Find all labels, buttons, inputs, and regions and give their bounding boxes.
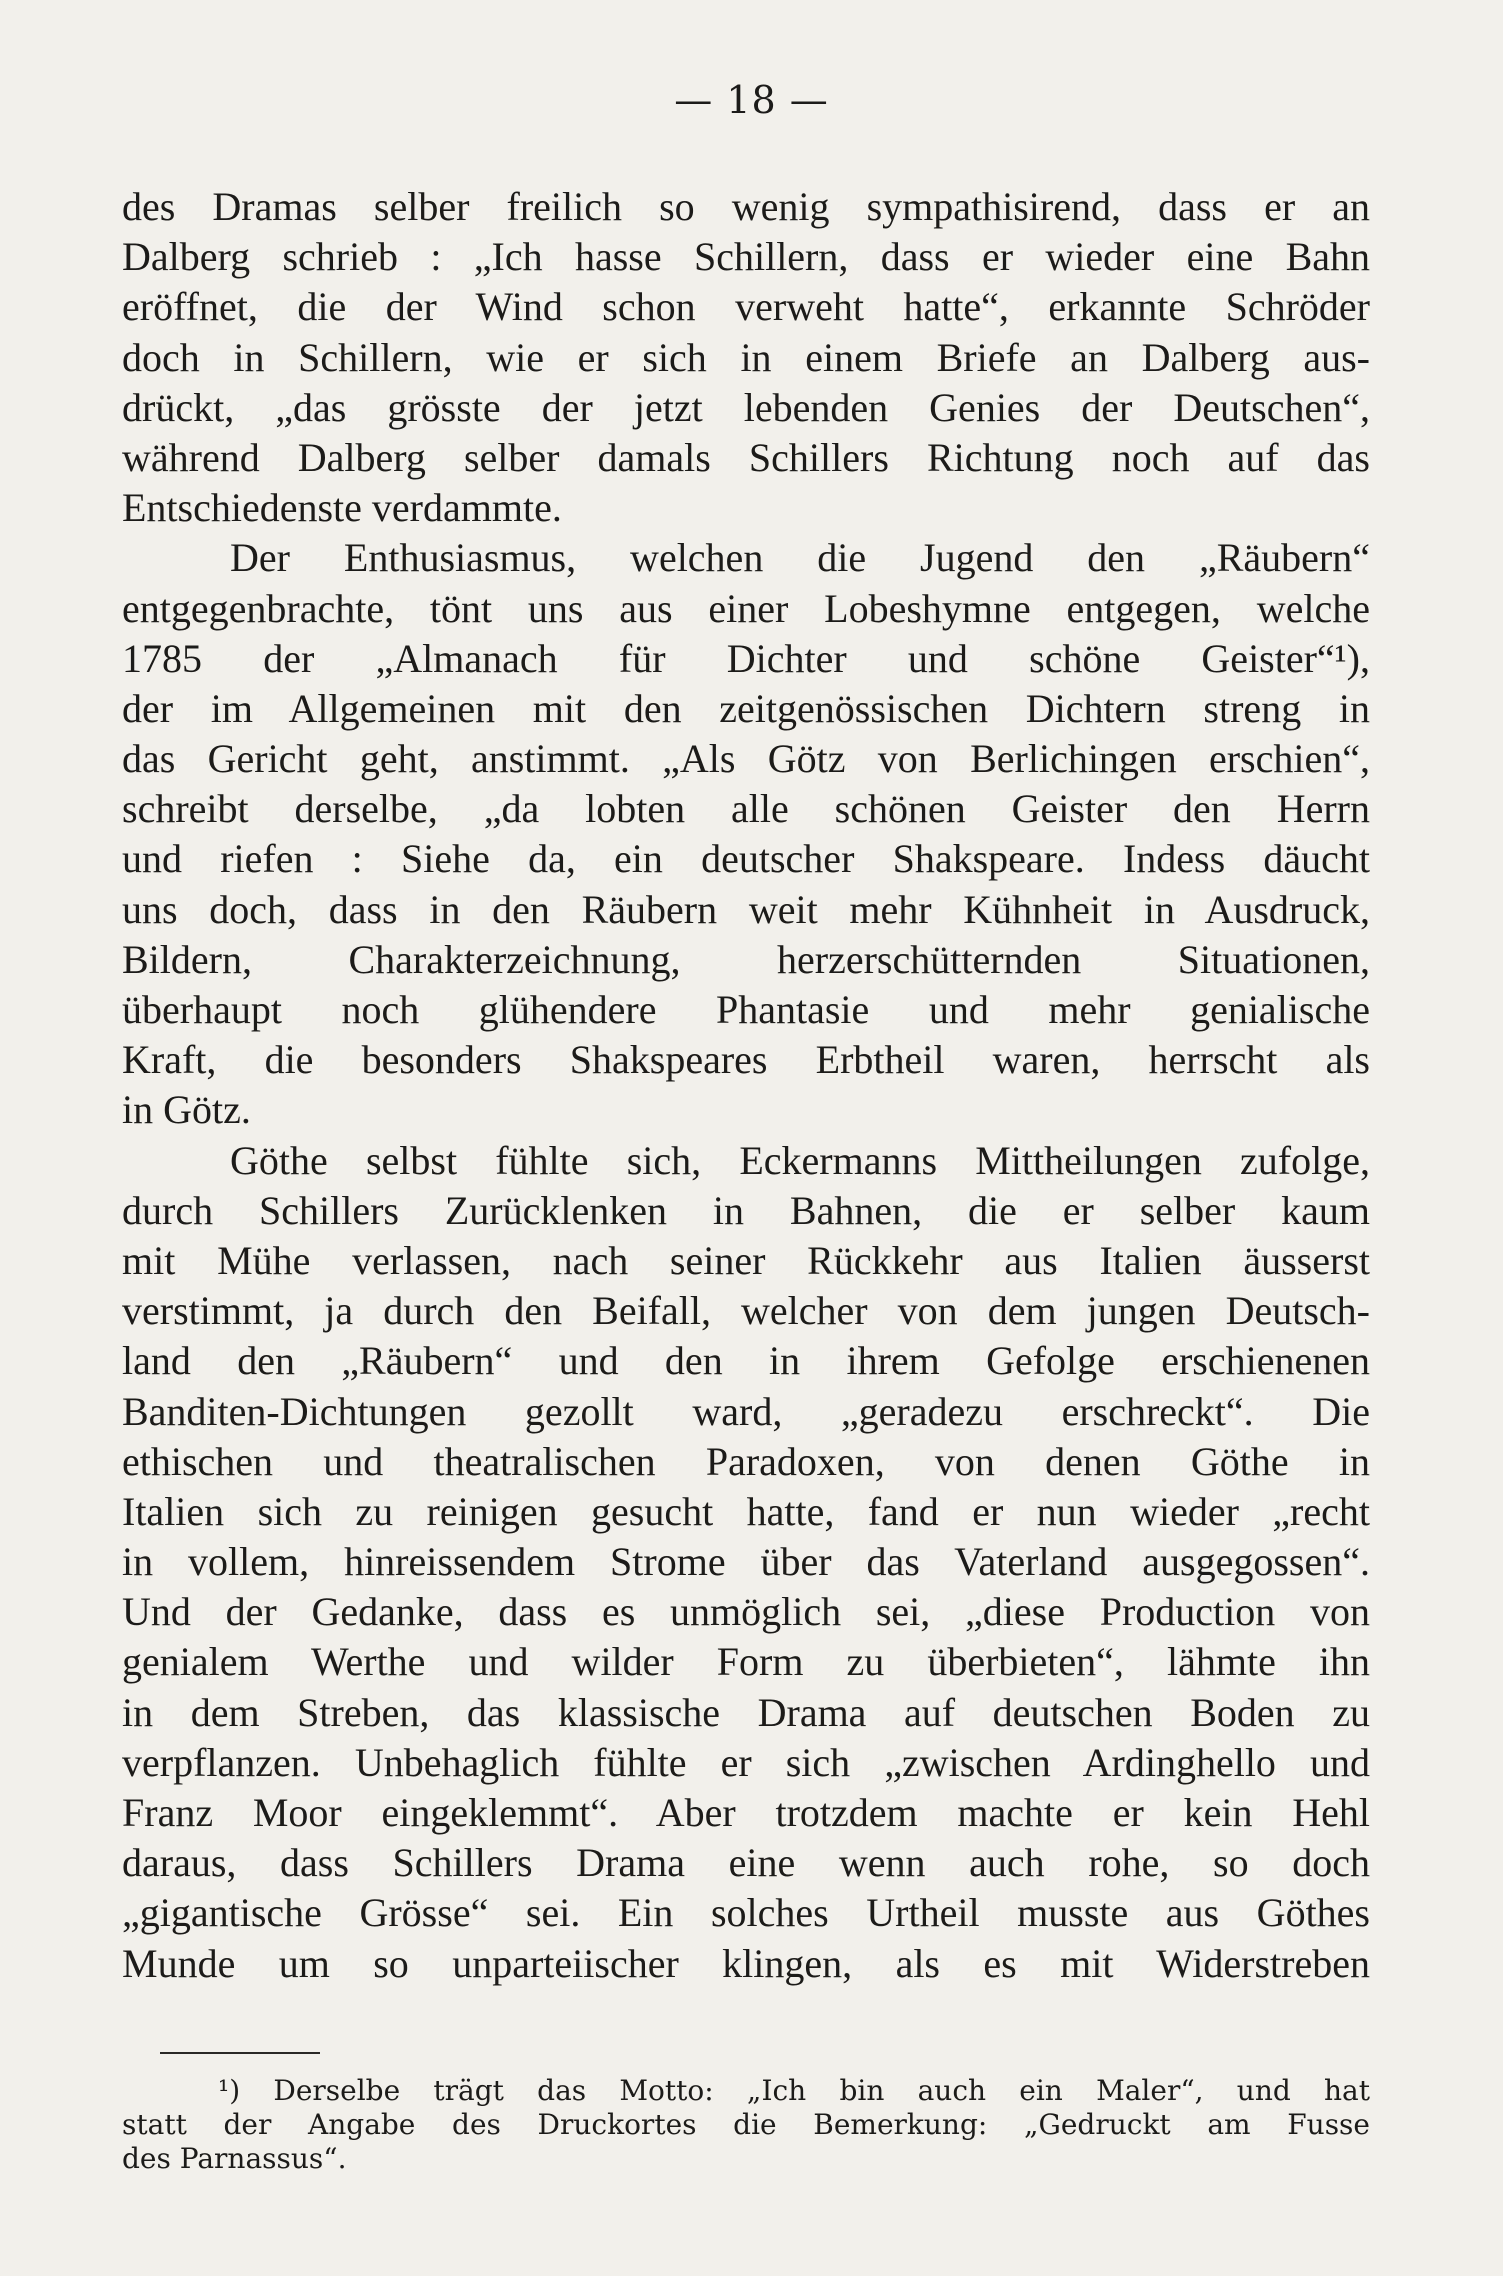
text-line: mit Mühe verlassen, nach seiner Rückkehr aus Italien äusserst xyxy=(122,1237,1370,1283)
text-line: Franz Moor eingeklemmt“. Aber trotzdem machte er kein Hehl xyxy=(122,1790,1370,1835)
text-line: land den „Räubern“ und den in ihrem Gefolge erschienenen xyxy=(122,1338,1370,1384)
text-line: durch Schillers Zurücklenken in Bahnen, die er selber kaum xyxy=(122,1187,1370,1233)
text-line: entgegenbrachte, tönt uns aus einer Lobeshymne entgegen, welche xyxy=(122,585,1370,631)
footnote-line: statt der Angabe des Druckortes die Bemerkung: „Gedruckt am Fusse xyxy=(122,2108,1370,2141)
text-line: das Gericht geht, anstimmt. „Als Götz von Berlichingen erschien“, xyxy=(122,736,1370,782)
text-line: „gigantische Grösse“ sei. Ein solches Urtheil musste aus Göthes xyxy=(122,1890,1370,1936)
text-line: verpflanzen. Unbehaglich fühlte er sich „zwischen Ardinghello und xyxy=(122,1739,1370,1785)
text-line: Entschiedenste verdammte. xyxy=(122,485,562,531)
footnote-line: des Parnassus“. xyxy=(122,2142,347,2175)
text-line: in Götz. xyxy=(122,1087,251,1133)
text-line: Italien sich zu reinigen gesucht hatte, fand er nun wieder „recht xyxy=(122,1488,1370,1534)
body-text xyxy=(122,182,1370,1989)
text-line: uns doch, dass in den Räubern weit mehr Kühnheit in Ausdruck, xyxy=(122,886,1370,932)
footnote-line: ¹) Derselbe trägt das Motto: „Ich bin auch ein Maler“, und hat xyxy=(218,2074,1370,2107)
text-line: verstimmt, ja durch den Beifall, welcher von dem jungen Deutsch- xyxy=(122,1288,1370,1334)
text-line: des Dramas selber freilich so wenig sympathisirend, dass er an xyxy=(122,184,1370,229)
text-line: Munde um so unparteiischer klingen, als es mit Widerstreben xyxy=(122,1940,1370,1986)
text-line: drückt, „das grösste der jetzt lebenden Genies der Deutschen“, xyxy=(122,384,1370,430)
text-line: Dalberg schrieb : „Ich hasse Schillern, dass er wieder eine Bahn xyxy=(122,234,1370,280)
text-line: überhaupt noch glühendere Phantasie und mehr genialische xyxy=(122,987,1370,1032)
text-line: der im Allgemeinen mit den zeitgenössischen Dichtern streng in xyxy=(122,685,1370,731)
text-line: schreibt derselbe, „da lobten alle schönen Geister den Herrn xyxy=(122,786,1370,832)
page-number: — 18 — xyxy=(674,78,829,122)
footnote xyxy=(122,2074,1370,2176)
text-line: Bildern, Charakterzeichnung, herzerschütternden Situationen, xyxy=(122,936,1370,982)
text-line: ethischen und theatralischen Paradoxen, von denen Göthe in xyxy=(122,1438,1370,1484)
text-line: Göthe selbst fühlte sich, Eckermanns Mittheilungen zufolge, xyxy=(230,1137,1370,1183)
footnote-divider xyxy=(160,2052,320,2054)
text-line: während Dalberg selber damals Schillers Richtung noch auf das xyxy=(122,434,1370,480)
text-line: Banditen-Dichtungen gezollt ward, „geradezu erschreckt“. Die xyxy=(122,1388,1370,1434)
text-line: daraus, dass Schillers Drama eine wenn auch rohe, so doch xyxy=(122,1840,1370,1886)
text-line: genialem Werthe und wilder Form zu überbieten“, lähmte ihn xyxy=(122,1639,1370,1685)
text-line: in dem Streben, das klassische Drama auf deutschen Boden zu xyxy=(122,1689,1370,1735)
text-line: Und der Gedanke, dass es unmöglich sei, „diese Production von xyxy=(122,1589,1370,1635)
text-line: Der Enthusiasmus, welchen die Jugend den „Räubern“ xyxy=(230,535,1370,581)
text-line: 1785 der „Almanach für Dichter und schöne Geister“¹), xyxy=(122,635,1370,681)
text-line: eröffnet, die der Wind schon verweht hatte“, erkannte Schröder xyxy=(122,284,1370,330)
text-line: in vollem, hinreissendem Strome über das Vaterland ausgegossen“. xyxy=(122,1539,1370,1585)
text-line: doch in Schillern, wie er sich in einem Briefe an Dalberg aus- xyxy=(122,334,1370,380)
text-line: und riefen : Siehe da, ein deutscher Shakspeare. Indess däucht xyxy=(122,836,1370,882)
text-line: Kraft, die besonders Shakspeares Erbtheil waren, herrscht als xyxy=(122,1037,1370,1083)
